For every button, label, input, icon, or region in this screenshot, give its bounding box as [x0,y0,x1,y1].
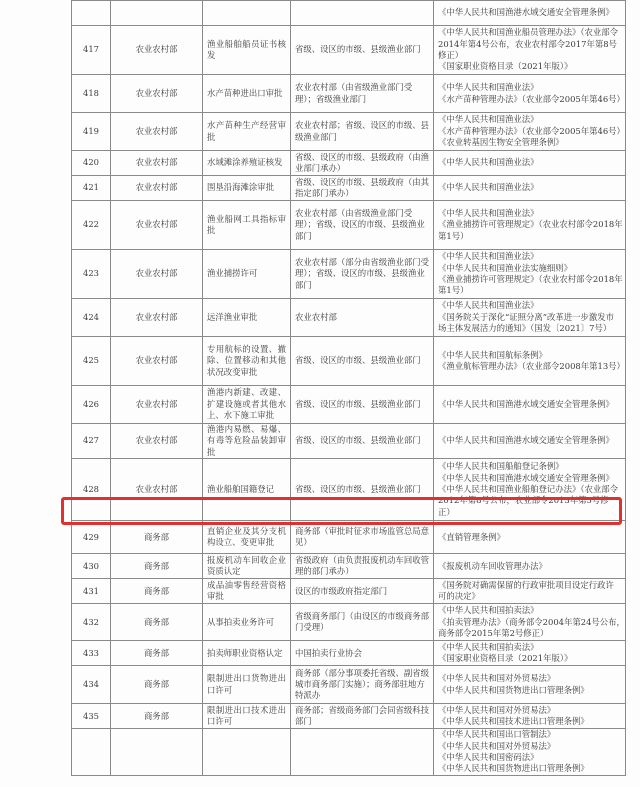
cell-department: 农业农村部 [111,26,203,75]
cell-item-number: 427 [72,424,111,459]
cell-item-number [72,1,111,26]
cell-legal-basis [434,666,626,704]
legal-basis-line: 《中华人民共和国渔港水域交通安全管理条例》 [438,472,614,483]
cell-implementing-body: 农业农村部（由省级渔业部门受理）；省级、设区的市级、县级渔业部门 [291,201,434,250]
cell-item-name: 拍卖师职业资格认定 [203,641,291,666]
legal-basis-line: 《中华人民共和国渔港水域交通安全管理条例》 [438,398,614,409]
cell-item-name: 水产苗种生产经营审批 [203,113,291,151]
legal-basis-line: 正） [438,506,455,517]
cell-item-number: 425 [72,337,111,386]
legal-basis-line: 《渔业航标管理办法》（农业部令2008年第13号） [438,361,625,371]
cell-legal-basis [434,704,626,729]
cell-item-name: 限制进出口货物进出口许可 [203,666,291,704]
legal-basis-line: 《农业转基因生物安全管理条例》 [438,137,564,148]
legal-basis-line: 修正） [438,50,464,60]
cell-legal-basis [434,151,626,176]
legal-basis-line: 第1号） [438,230,469,241]
legal-basis-line: 《中华人民共和国渔业船舶登记办法》（农业部令 [438,484,619,495]
cell-department: 农业农村部 [111,299,203,337]
table-row [72,113,626,151]
legal-basis-line: 《中华人民共和国渔业法》 [438,182,539,193]
table-row [72,424,626,459]
cell-item-number: 426 [72,386,111,424]
cell-legal-basis [434,604,626,641]
cell-item-name: 渔业船舶国籍登记 [203,459,291,521]
cell-item-number: 424 [72,299,111,337]
legal-basis-line: 《国务院关于深化“证照分离”改革进一步激发市 [438,311,615,322]
cell-implementing-body: 省级、设区的市级、县级政府（由渔业部门承办） [291,151,434,176]
cell-legal-basis [434,250,626,299]
legal-basis-line: 《水产苗种管理办法》（农业部令2005年第46号） [438,93,625,104]
legal-basis-line: 《报废机动车回收管理办法》 [438,560,547,571]
cell-item-name: 直销企业及其分支机构设立、变更审批 [203,521,291,554]
table-row [72,641,626,666]
legal-basis-line: 《中华人民共和国密码法》 [438,752,539,763]
legal-basis-line: 《中华人民共和国技术进出口管理条例》 [438,716,589,727]
cell-implementing-body: 商务部；省级商务部门会同省级科技部门 [291,704,434,729]
legal-basis-line: 《渔业捕捞许可管理规定》（农业农村部令2018年 [438,274,623,284]
cell-item-name [203,1,291,26]
cell-legal-basis [434,1,626,26]
cell-department: 商务部 [111,579,203,604]
cell-department: 农业农村部 [111,386,203,424]
table-row [72,250,626,299]
cell-implementing-body: 商务部（部分事项委托省级、副省级城市商务部门实施）；商务部驻地方特派办 [291,666,434,704]
legal-basis-line: 《中华人民共和国货物进出口管理条例》 [438,763,589,774]
cell-implementing-body: 设区的市级政府指定部门 [291,579,434,604]
cell-department: 农业农村部 [111,337,203,386]
table-row [72,75,626,113]
legal-basis-line: 《中华人民共和国航标条例》 [438,349,547,360]
cell-item-number: 420 [72,151,111,176]
cell-implementing-body: 省级、设区的市级、县级政府（由其指定部门承办） [291,176,434,201]
cell-legal-basis [434,424,626,459]
cell-implementing-body: 农业农村部（由省级渔业部门受理）；省级渔业部门 [291,75,434,113]
cell-implementing-body [291,729,434,776]
table-row [72,521,626,554]
legal-basis-line: 《中华人民共和国拍卖法》 [438,605,539,616]
legal-basis-line: 《中华人民共和国渔业法》 [438,207,539,218]
legal-basis-line: 《国务院对确需保留的行政审批项目设定行政许 [438,579,614,590]
legal-basis-line: 《中华人民共和国船舶登记条例》 [438,461,564,472]
legal-basis-line: 2014年第4号公布，农业农村部令2017年第8号 [438,38,617,49]
cell-legal-basis [434,299,626,337]
cell-item-number: 432 [72,604,111,641]
legal-basis-line: 《国家职业资格目录（2021年版）》 [438,653,573,664]
legal-basis-line: 《拍卖管理办法》（商务部令2004年第24号公布， [438,616,625,627]
cell-legal-basis [434,521,626,554]
table-row [72,604,626,641]
table-row [72,666,626,704]
cell-legal-basis [434,729,626,776]
cell-item-number: 430 [72,554,111,579]
legal-basis-line: 《中华人民共和国出口管制法》 [438,729,556,740]
cell-item-number: 433 [72,641,111,666]
legal-basis-line: 《中华人民共和国渔业法》 [438,300,539,311]
approval-items-table [71,0,626,776]
table-row [72,386,626,424]
cell-department [111,1,203,26]
cell-department: 商务部 [111,604,203,641]
table-row [72,704,626,729]
cell-implementing-body: 省级、设区的市级、县级渔业部门 [291,459,434,521]
cell-item-name: 限制进出口技术进出口许可 [203,704,291,729]
legal-basis-line: 《国家职业资格目录（2021年版）》 [438,61,573,72]
table-row [72,337,626,386]
legal-basis-line: 《中华人民共和国货物进出口管理条例》 [438,684,589,695]
cell-item-name [203,729,291,776]
cell-department: 农业农村部 [111,113,203,151]
legal-basis-line: 《中华人民共和国渔业法》 [438,114,539,125]
cell-implementing-body: 中国拍卖行业协会 [291,641,434,666]
legal-basis-line: 《中华人民共和国对外贸易法》 [438,673,556,684]
cell-implementing-body: 农业农村部 [291,299,434,337]
table-row [72,729,626,776]
cell-implementing-body [291,1,434,26]
cell-item-name: 渔业捕捞许可 [203,250,291,299]
cell-implementing-body: 农业农村部（部分由省级渔业部门受理）；省级、设区的市级、县级渔业部门 [291,250,434,299]
legal-basis-line: 《中华人民共和国渔业法》 [438,157,539,168]
cell-implementing-body: 省级、设区的市级、县级渔业部门 [291,337,434,386]
legal-basis-line: 《中华人民共和国对外贸易法》 [438,704,556,715]
cell-item-number: 429 [72,521,111,554]
cell-department: 农业农村部 [111,75,203,113]
cell-item-name: 水产苗种进出口审批 [203,75,291,113]
cell-department: 农业农村部 [111,459,203,521]
cell-implementing-body: 省级、设区的市级、县级渔业部门 [291,26,434,75]
cell-department: 商务部 [111,554,203,579]
legal-basis-line: 《中华人民共和国对外贸易法》 [438,740,556,751]
cell-item-number: 421 [72,176,111,201]
cell-department: 商务部 [111,521,203,554]
cell-department: 农业农村部 [111,424,203,459]
cell-department: 农业农村部 [111,151,203,176]
highlight-box-row-429 [61,497,622,525]
cell-item-number [72,729,111,776]
legal-basis-line: 《水产苗种管理办法》（农业部令2005年第46号） [438,125,625,136]
legal-basis-line: 《中华人民共和国渔业船员管理办法》（农业部令 [438,27,619,38]
cell-implementing-body: 省级、设区的市级、县级渔业部门 [291,424,434,459]
cell-item-number: 417 [72,26,111,75]
cell-department: 商务部 [111,704,203,729]
table-row [72,201,626,250]
legal-basis-line: 2012年第8号公布，农业部令2013年第5号修 [438,495,609,506]
cell-item-name: 水域滩涂养殖证核发 [203,151,291,176]
cell-item-number: 422 [72,201,111,250]
cell-item-name: 报废机动车回收企业资质认定 [203,554,291,579]
legal-basis-line: 《中华人民共和国渔港水域交通安全管理条例》 [438,435,614,446]
legal-basis-line: 《中华人民共和国渔业法》 [438,251,539,262]
cell-legal-basis [434,337,626,386]
cell-legal-basis [434,75,626,113]
cell-item-name: 成品油零售经营资格审批 [203,579,291,604]
legal-basis-line: 《中华人民共和国渔业法实施细则》 [438,262,572,273]
cell-legal-basis [434,201,626,250]
legal-basis-line: 第1号） [438,285,469,296]
cell-item-number: 428 [72,459,111,521]
table-row [72,299,626,337]
cell-legal-basis [434,386,626,424]
cell-implementing-body: 省级商务部门（由设区的市级商务部门受理） [291,604,434,641]
cell-item-number: 434 [72,666,111,704]
cell-legal-basis [434,113,626,151]
legal-basis-line: 可的决定》 [438,591,480,602]
table-body [72,1,626,776]
cell-department [111,729,203,776]
table-row [72,26,626,75]
cell-implementing-body: 省级政府（由负责报废机动车回收管理的部门承办） [291,554,434,579]
cell-implementing-body: 省级、设区的市级、县级渔业部门 [291,386,434,424]
table-row [72,176,626,201]
cell-department: 农业农村部 [111,201,203,250]
cell-item-number: 418 [72,75,111,113]
table-row [72,554,626,579]
legal-basis-line: 场主体发展活力的通知》（国发〔2021〕7号） [438,323,612,334]
cell-item-number: 419 [72,113,111,151]
legal-basis-line: 《中华人民共和国渔港水域交通安全管理条例》 [438,7,614,18]
legal-basis-line: 商务部令2015年第2号修正） [438,627,549,638]
table-row [72,151,626,176]
cell-item-name: 渔业船舶船员证书核发 [203,26,291,75]
table-row [72,1,626,26]
table-row [72,579,626,604]
cell-legal-basis [434,176,626,201]
legal-basis-line: 《中华人民共和国拍卖法》 [438,641,539,652]
cell-legal-basis [434,26,626,75]
cell-item-name: 从事拍卖业务许可 [203,604,291,641]
cell-item-name: 远洋渔业审批 [203,299,291,337]
cell-item-name: 专用航标的设置、撤除、位置移动和其他状况改变审批 [203,337,291,386]
legal-basis-line: 《直销管理条例》 [438,531,505,542]
cell-department: 商务部 [111,666,203,704]
cell-item-name: 围垦沿海滩涂审批 [203,176,291,201]
cell-department: 农业农村部 [111,250,203,299]
cell-implementing-body: 商务部（审批时征求市场监管总局意见） [291,521,434,554]
cell-item-number: 431 [72,579,111,604]
legal-basis-line: 《中华人民共和国渔业法》 [438,82,539,93]
cell-legal-basis [434,641,626,666]
cell-item-name: 渔业船网工具指标审批 [203,201,291,250]
cell-department: 农业农村部 [111,176,203,201]
cell-item-number: 435 [72,704,111,729]
cell-implementing-body: 农业农村部；省级、设区的市级、县级渔业部门 [291,113,434,151]
cell-legal-basis [434,554,626,579]
legal-basis-line: 《渔业捕捞许可管理规定》（农业农村部令2018年 [438,219,623,230]
cell-department: 商务部 [111,641,203,666]
cell-item-name: 渔港内新建、改建、扩建设施或者其他水上、水下施工审批 [203,386,291,424]
cell-item-name: 渔港内易燃、易爆、有毒等危险品装卸审批 [203,424,291,459]
cell-item-number: 423 [72,250,111,299]
cell-legal-basis [434,579,626,604]
